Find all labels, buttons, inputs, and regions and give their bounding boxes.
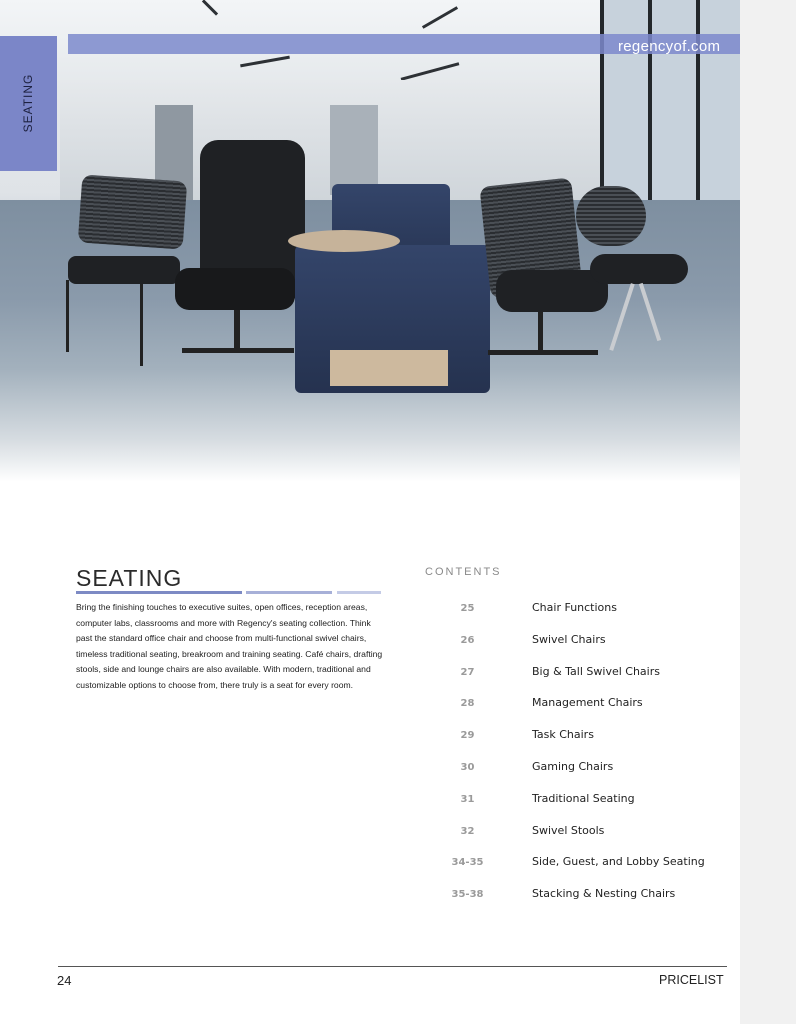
contents-item[interactable] xyxy=(440,792,730,810)
contents-page-number: 27 xyxy=(460,666,475,678)
contents-item[interactable] xyxy=(440,855,730,873)
contents-item-title: Stacking & Nesting Chairs xyxy=(532,887,676,901)
contents-item[interactable] xyxy=(440,665,730,683)
contents-item-title: Chair Functions xyxy=(532,601,617,614)
contents-page-number: 25 xyxy=(460,603,475,614)
title-rule-3 xyxy=(337,591,381,594)
contents-item[interactable] xyxy=(440,887,730,905)
contents-item[interactable] xyxy=(440,760,730,778)
contents-page-number: 29 xyxy=(460,730,475,742)
footer-rule xyxy=(58,966,727,967)
tablet-arm xyxy=(288,230,400,252)
contents-page-number: 30 xyxy=(460,762,475,773)
contents-page-number: 32 xyxy=(460,825,475,837)
page-number: 24 xyxy=(57,973,72,988)
mesh-side-chair xyxy=(78,174,187,249)
contents-page-number: 31 xyxy=(460,793,475,805)
contents-page-number: 26 xyxy=(460,634,475,646)
section-title: SEATING xyxy=(76,565,183,591)
website-url[interactable]: regencyof.com xyxy=(618,38,721,55)
contents-item-title: Side, Guest, and Lobby Seating xyxy=(532,855,705,869)
contents-page-number: 28 xyxy=(460,698,475,710)
executive-chair-seat xyxy=(175,268,295,310)
contents-item[interactable] xyxy=(440,696,730,714)
contents-item[interactable] xyxy=(440,633,730,651)
lounge-chair-shelf xyxy=(330,350,448,386)
section-intro: Bring the finishing touches to executive suites, open offices, reception areas, computer labs, classrooms and more with Regency's seating collection. Think past the standard office chair and choose from multi-functional swivel chairs, timeless traditional seating, breakroom and training seating. Café chairs, drafting stools, side and lounge chairs are also available. With modern, traditional and customizable options to choose from, there truly is a seat for every room. xyxy=(76,602,383,690)
contents-page-number: 35-38 xyxy=(451,889,484,901)
section-tab-label: SEATING xyxy=(21,73,35,133)
nesting-chair xyxy=(576,186,646,246)
contents-item[interactable] xyxy=(440,824,730,842)
footer-label: PRICELIST xyxy=(659,973,724,987)
contents-item[interactable] xyxy=(440,728,730,746)
page-margin xyxy=(740,0,796,1024)
hero-photo xyxy=(0,0,740,482)
contents-item-title: Traditional Seating xyxy=(532,791,635,805)
contents-item-title: Gaming Chairs xyxy=(532,760,614,773)
contents-page-number: 34-35 xyxy=(451,857,484,869)
contents-item-title: Swivel Stools xyxy=(532,823,605,837)
nesting-chair-seat xyxy=(590,254,688,284)
office-doorway xyxy=(330,105,378,195)
contents-item[interactable] xyxy=(440,601,730,619)
title-rule-2 xyxy=(246,591,332,594)
contents-item-title: Management Chairs xyxy=(532,696,643,710)
contents-item-title: Big & Tall Swivel Chairs xyxy=(532,664,660,678)
mesh-side-chair-seat xyxy=(68,256,180,284)
contents-item-title: Task Chairs xyxy=(532,728,594,742)
contents-item-title: Swivel Chairs xyxy=(532,632,606,646)
title-rule-1 xyxy=(76,591,242,594)
contents-heading: CONTENTS xyxy=(425,566,502,578)
